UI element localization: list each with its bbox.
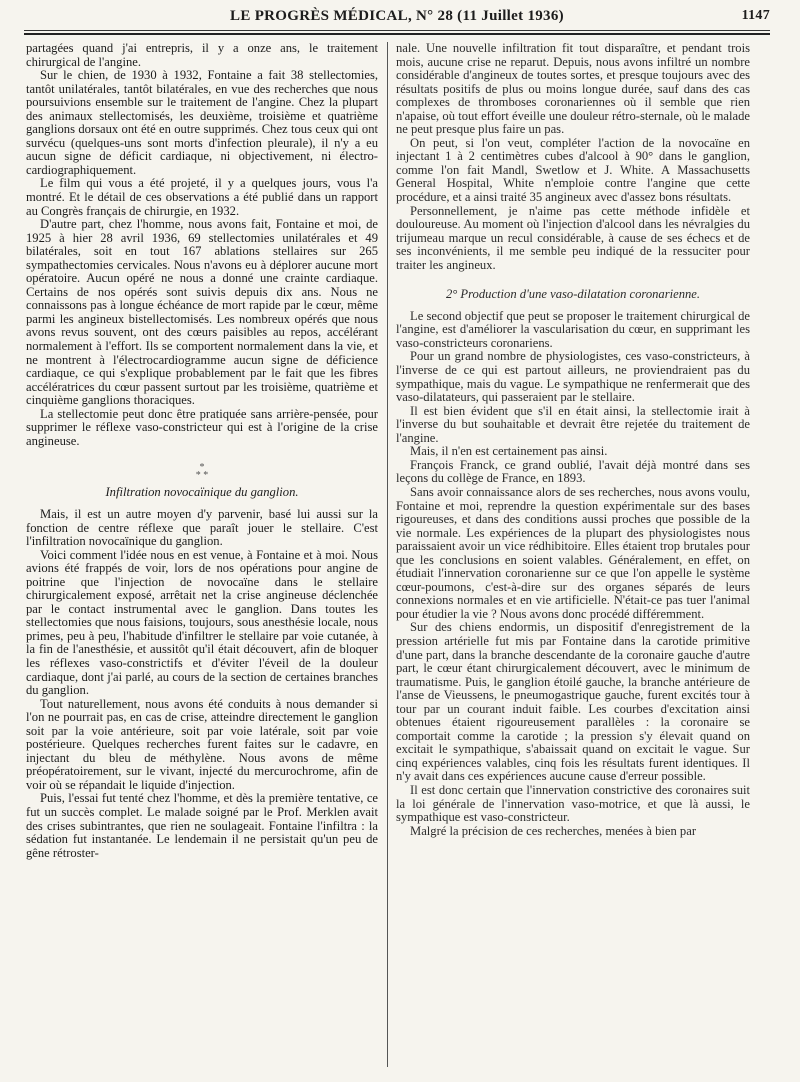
star-bottom: * * — [195, 470, 209, 482]
paragraph: Puis, l'essai fut tenté chez l'homme, et dès la première tentative, ce fut un succès complet. Le malade soigné par le Prof. Merklen avait des crises subintrantes, que rien ne soulageait. Fontaine l'infiltra : la sédation fut instantanée. Le lendemain il ne persistait qu'un peu de gêne rétroster- — [26, 791, 378, 860]
section-separator-stars — [26, 464, 378, 480]
section-heading: 2° Production d'une vaso-dilatation coronarienne. — [445, 287, 701, 302]
paragraph: Le film qui vous a été projeté, il y a quelques jours, vous l'a montré. Et le détail de ces observations a été publié dans un rapport au Congrès français de chirurgie, en 1932. — [26, 176, 378, 218]
paragraph: Sur le chien, de 1930 à 1932, Fontaine a fait 38 stellectomies, tantôt unilatérales, tantôt bilatérales, en vue des recherches que nous poursuivions ensemble sur le traitement de l'angine. Chez la plupart des animaux stellectomisés, les deuxième, troisième et quatrième ganglions dorsaux ont été en outre supprimés. Chez tous ceux qui ont survécu (quelques-uns sont morts d'infection pleurale), il n'y a eu aucun signe de déficit cardiaque, ni objectivement, ni électro-cardiographiquement. — [26, 68, 378, 177]
paragraph: Personnellement, je n'aime pas cette méthode infidèle et douloureuse. Au moment où l'injection d'alcool dans les névralgies du trijumeau marque un recul considérable, à cause de ses échecs et de ses inconvénients, il me semble peu indiqué de la ressuciter pour traiter les angineux. — [396, 203, 750, 272]
left-column — [26, 42, 378, 1072]
paragraph: Il est donc certain que l'innervation constrictive des coronaires suit la loi générale de l'innervation vaso-motrice, et que là aussi, le sympathique est vaso-constricteur. — [396, 782, 750, 825]
right-column — [396, 42, 750, 1072]
paragraph: Sur des chiens endormis, un dispositif d'enregistrement de la pression artérielle fut mis par Fontaine dans la carotide primitive d'une part, dans la branche descendante de la coronaire gauche d'autre part, le cœur étant chirurgicalement découvert, avec le minimum de traumatisme. Puis, le ganglion étoilé gauche, la branche antérieure de l'anse de Vieussens, le pneumogastrique gauche, furent excités tour à tour par un courant induit faible. Les courbes d'excitation ainsi obtenues étaient rigoureusement parallèles : la coronaire se comportait comme la carotide ; la pression s'y élevait quand on excitait le sympathique, s'abaissait quand on excitait le vague. Sur cinq expériences valables, cinq fois les résultats furent identiques. Il n'y avait dans ces expériences aucune cause d'erreur possible. — [396, 620, 750, 784]
paragraph: Sans avoir connaissance alors de ses recherches, nous avons voulu, Fontaine et moi, reprendre la question expérimentale sur des bases rigoureuses, et dans des conditions aussi proches que possible de la vie normale. Les expériences de la plupart des physiologistes nous paraissaient avoir un vice rédhibitoire. Elles étaient trop brutales pour que les conclusions en soient valables. Généralement, en effet, on étudiait l'innervation coronarienne sur ce que l'on appelle le système cœur-poumons, c'est-à-dire sur des organes séparés de leurs connexions normales et en vie artificielle. N'était-ce pas tuer l'animal pour étudier la vie ? Nous avons donc procédé différemment. — [396, 484, 750, 621]
spacer — [396, 272, 750, 282]
paragraph: D'autre part, chez l'homme, nous avons fait, Fontaine et moi, de 1925 à hier 28 avril 1936, 69 stellectomies unilatérales et 49 bilatérales, soit en tout 167 ablations stellaires sur 265 sympathectomies cervicales. Nous n'avons eu à déplorer aucune mort opératoire. Aucun opéré ne nous a donné une crainte cardiaque. Certains de nos opérés sont suivis depuis dix ans. Nous ne connaissons pas à longue échéance de mort rapide par le cœur, même parmi les angineux bistellectomisés. Les nombreux opérés que nous avons revus souvent, ont des cœurs paisibles au repos, accélérant normalement à l'effort. Ils se comportent normalement dans la vie, et ne montrent à l'électrocardiogramme aucun signe de déficience cardiaque, ce qui s'explique probablement par le fait que les fibres accélératrices du cœur passent surtout par les troisième, quatrième et cinquième ganglions thoraciques. — [26, 217, 378, 408]
paragraph: Mais, il est un autre moyen d'y parvenir, basé lui aussi sur la fonction de centre réflexe que paraît jouer le stellaire. C'est l'infiltration novocaïnique du ganglion. — [26, 506, 378, 549]
paragraph: On peut, si l'on veut, compléter l'action de la novocaïne en injectant 1 à 2 centimètres cubes d'alcool à 90° dans le ganglion, comme l'on fait Mandl, Swetlow et J. White. A Massachusetts General Hospital, White n'emploie contre l'angine que cette procédure, et a ainsi traité 35 angineux avec d'assez bons résultats. — [396, 135, 750, 205]
header-rule-thin — [24, 30, 770, 31]
paragraph: nale. Une nouvelle infiltration fit tout disparaître, et pendant trois mois, aucune crise ne reparut. Depuis, nous avons infiltré un nombre considérable d'angineux de toutes sortes, et presque toujours avec des résultats positifs de plus ou moins longue durée, sauf dans des cas complexes de thromboses coronariennes où il semble que rien n'apaise, où tout effort éveille une douleur rétro-sternale, où le malade ne peut presque plus faire un pas. — [396, 42, 750, 137]
header-rule-thick — [24, 33, 770, 35]
paragraph: Pour un grand nombre de physiologistes, ces vaso-constricteurs, à l'inverse de ce qui est partout ailleurs, ne proviendraient pas du sympathique, mais du vague. Le sympathique ne renfermerait que des vaso-dilatateurs, qui passeraient par le stellaire. — [396, 349, 750, 405]
journal-title: LE PROGRÈS MÉDICAL, N° 28 (11 Juillet 1936) — [230, 8, 564, 24]
paragraph: La stellectomie peut donc être pratiquée sans arrière-pensée, pour supprimer le réflexe vaso-constricteur qui est à l'origine de la crise angineuse. — [26, 406, 378, 448]
paragraph: Malgré la précision de ces recherches, menées à bien par — [410, 823, 697, 838]
paragraph: Mais, il n'en est certainement pas ainsi. — [410, 444, 608, 459]
section-heading: Infiltration novocaïnique du ganglion. — [105, 485, 299, 500]
paragraph: Voici comment l'idée nous en est venue, à Fontaine et à moi. Nous avions été frappés de voir, lors de nos opérations pour angine de poitrine que l'injection de novocaïne dans le stellaire chirurgicalement exposé, arrêtait net la crise angineuse déclenchée par le contact instrumental avec le ganglion. Dans toutes les stellectomies que nous faisions, toujours, sous anesthésie locale, nous primes, peu à peu, l'habitude d'infiltrer le stellaire par voie cutanée, à la fin de l'anesthésie, et aussitôt qu'il était découvert, afin de bloquer les réflexes vaso-constrictifs et d'éviter l'éveil de la douleur cardiaque, dont j'ai parlé, au cours de la section de certaines branches du ganglion. — [26, 547, 378, 698]
page-number: 1147 — [741, 8, 770, 23]
paragraph: Tout naturellement, nous avons été conduits à nous demander si l'on ne pourrait pas, en cas de crise, atteindre directement le ganglion soit par la voie antérieure, soit par voie latérale, soit par voie postérieure. Quelques recherches furent faites sur le cadavre, en injectant du bleu de méthylène. Nous avons de même préopératoirement, sur le vivant, injecté du mercurochrome, afin de voir où se répandait le liquide d'injection. — [26, 696, 378, 792]
paragraph: Le second objectif que peut se proposer le traitement chirurgical de l'angine, est d'améliorer la vascularisation du cœur, en supprimant les vaso-constricteurs coronariens. — [396, 308, 750, 350]
paragraph: François Franck, ce grand oublié, l'avait déjà montré dans ses leçons du collège de France, en 1893. — [396, 457, 750, 486]
paragraph: partagées quand j'ai entrepris, il y a onze ans, le traitement chirurgical de l'angine. — [26, 42, 378, 69]
paragraph: Il est bien évident que s'il en était ainsi, la stellectomie irait à l'inverse du but souhaitable et devrait être rejetée du traitement de l'angine. — [396, 403, 750, 445]
running-header — [24, 8, 770, 30]
column-divider — [387, 42, 388, 1067]
star-top: * — [199, 462, 205, 474]
